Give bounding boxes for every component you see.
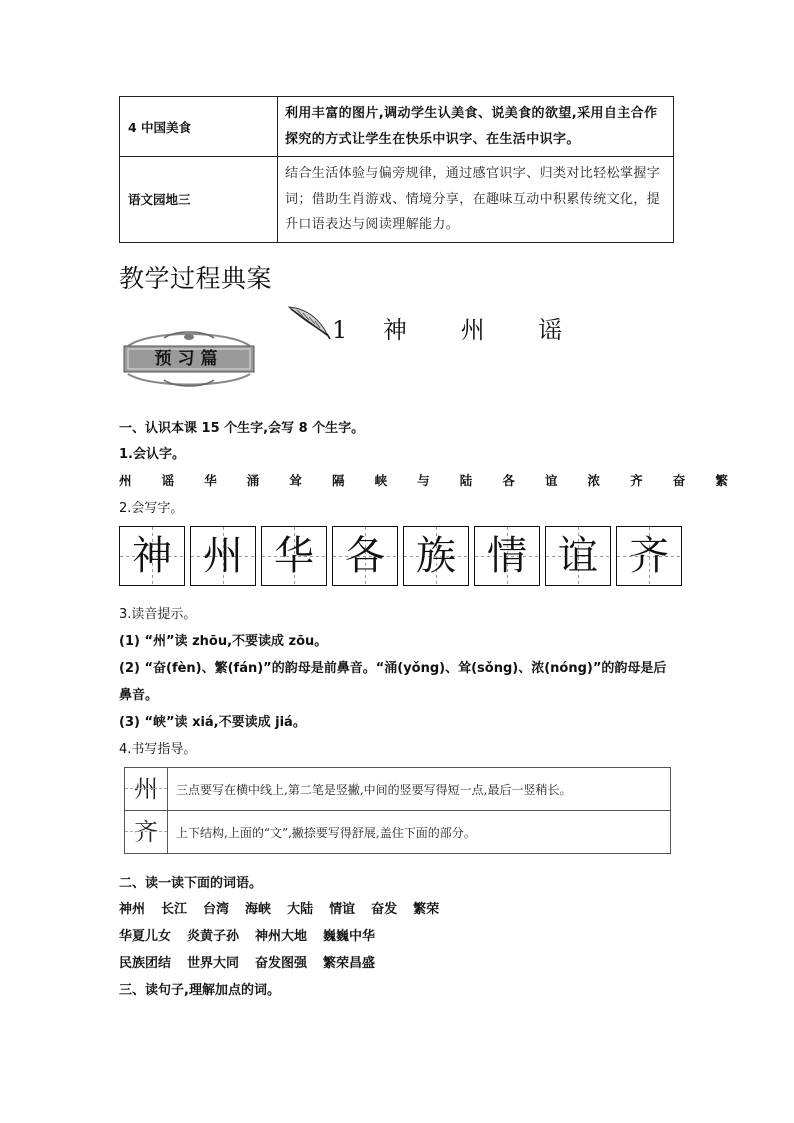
table-row — [125, 768, 671, 811]
word: 巍巍中华 — [323, 929, 376, 944]
recognize-char: 州 — [119, 473, 132, 488]
recognize-char: 齐 — [630, 473, 643, 488]
recognize-char: 谊 — [544, 473, 558, 488]
write-char-box — [474, 526, 540, 586]
table-row — [125, 811, 671, 854]
recognize-char: 耸 — [289, 473, 302, 488]
guide-char: 齐 — [134, 818, 158, 846]
unit-name-cell: 语文园地三 — [120, 157, 278, 243]
writing-guide-title: 4.书写指导。 — [119, 742, 197, 757]
recognize-title: 1.会认字。 — [119, 447, 185, 462]
word: 民族团结 — [119, 956, 172, 971]
table-row — [120, 157, 674, 243]
part2-title: 二、读一读下面的词语。 — [119, 876, 263, 891]
guide-text-cell: 三点要写在横中线上,第二笔是竖撇,中间的竖要写得短一点,最后一竖稍长。 — [168, 768, 671, 811]
write-char-box — [190, 526, 256, 586]
unit-desc-cell: 结合生活体验与偏旁规律，通过感官识字、归类对比轻松掌握字词；借助生肖游戏、情境分享，在趣味互动中积累传统文化，提升口语表达与阅读理解能力。 — [278, 157, 674, 243]
guide-char-cell — [125, 768, 168, 811]
recognize-char: 涌 — [246, 473, 260, 488]
recognize-char: 与 — [417, 473, 430, 488]
write-char: 各 — [345, 533, 385, 579]
lesson-title-char: 谣 — [538, 316, 563, 344]
write-char-box — [545, 526, 611, 586]
recognize-char: 峡 — [374, 473, 388, 488]
guide-char: 州 — [134, 775, 158, 803]
preview-badge-label: 预习篇 — [154, 349, 224, 369]
recognize-char: 谣 — [161, 473, 175, 488]
recognize-char: 奋 — [672, 473, 686, 488]
write-char: 齐 — [629, 533, 669, 579]
preview-badge — [120, 328, 258, 390]
write-char: 神 — [132, 533, 172, 579]
guide-char-cell — [125, 811, 168, 854]
word: 奋发 — [371, 902, 398, 917]
part1-title: 一、认识本课 15 个生字,会写 8 个生字。 — [119, 421, 365, 436]
recognize-char: 陆 — [459, 473, 473, 488]
write-char: 情 — [487, 533, 527, 579]
recognize-char: 隔 — [331, 473, 345, 488]
pron-line: (3) “峡”读 xiá,不要读成 jiá。 — [119, 715, 306, 730]
word-row — [119, 925, 391, 944]
write-title: 2.会写字。 — [119, 501, 184, 516]
pron-line: 鼻音。 — [119, 688, 159, 703]
guide-text-cell: 上下结构,上面的“文”,撇捺要写得舒展,盖住下面的部分。 — [168, 811, 671, 854]
lesson-title — [332, 310, 590, 345]
feather-icon — [287, 304, 331, 340]
unit-desc-cell: 利用丰富的图片,调动学生认美食、说美食的欲望,采用自主合作探究的方式让学生在快乐中识字、在生活中识字。 — [278, 97, 674, 157]
write-char-box — [261, 526, 327, 586]
part3-title: 三、读句子,理解加点的词。 — [119, 983, 280, 998]
word: 神州大地 — [255, 929, 308, 944]
lesson-number: 1 — [332, 316, 348, 344]
recognize-char: 各 — [502, 473, 515, 488]
write-char: 谊 — [558, 533, 598, 579]
write-char-box — [119, 526, 185, 586]
word: 繁荣 — [413, 902, 440, 917]
table-row — [120, 97, 674, 157]
word: 大陆 — [287, 902, 314, 917]
write-char-box — [616, 526, 682, 586]
word: 奋发图强 — [255, 956, 308, 971]
writing-guide-table — [124, 767, 671, 854]
word: 繁荣昌盛 — [323, 956, 376, 971]
word-row — [119, 898, 455, 917]
write-char: 华 — [274, 533, 314, 579]
recognize-chars — [119, 471, 758, 489]
section-title: 教学过程典案 — [119, 264, 273, 293]
write-char-box — [403, 526, 469, 586]
unit-name-cell: 4 中国美食 — [120, 97, 278, 157]
recognize-char: 浓 — [587, 473, 601, 488]
word: 台湾 — [203, 902, 230, 917]
word: 华夏儿女 — [119, 929, 172, 944]
pron-line: (2) “奋(fèn)、繁(fán)”的韵母是前鼻音。“涌(yǒng)、耸(sǒng)、浓(nóng)”的韵母是后 — [119, 661, 667, 676]
pron-title: 3.读音提示。 — [119, 607, 197, 622]
write-char: 州 — [203, 533, 243, 579]
lesson-title-char: 州 — [460, 316, 485, 344]
write-char-box — [332, 526, 398, 586]
recognize-char: 华 — [204, 473, 217, 488]
word: 长江 — [161, 902, 188, 917]
pron-line: (1) “州”读 zhōu,不要读成 zōu。 — [119, 634, 328, 649]
word: 情谊 — [329, 902, 356, 917]
recognize-char: 繁 — [715, 473, 728, 488]
unit-table — [119, 96, 674, 243]
word: 神州 — [119, 902, 146, 917]
word: 世界大同 — [187, 956, 240, 971]
lesson-title-char: 神 — [382, 316, 407, 344]
word-row — [119, 952, 391, 971]
word: 海峡 — [245, 902, 272, 917]
write-char: 族 — [416, 533, 456, 579]
word: 炎黄子孙 — [187, 929, 240, 944]
